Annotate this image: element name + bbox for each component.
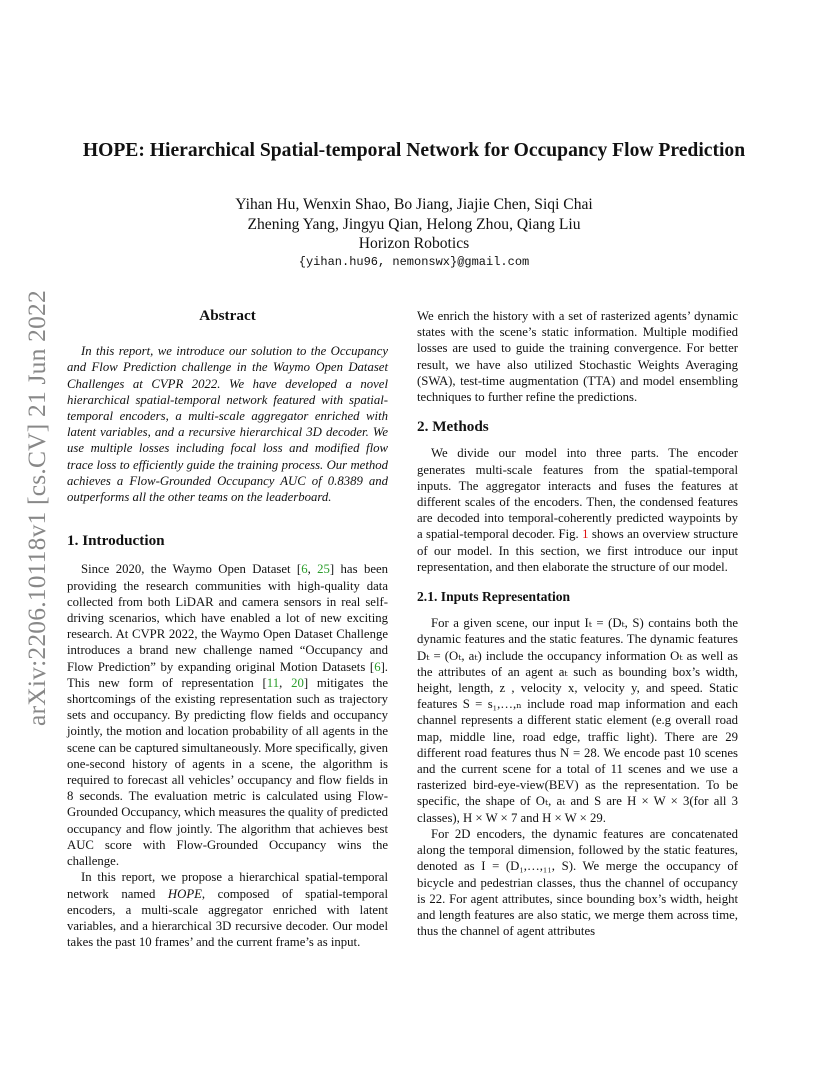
inputs-paragraph-2: For 2D encoders, the dynamic features are concatenated along the temporal dimension, followed by the static features, denoted as I = (D₁,…,₁₁, S). We merge the occupancy of bicycle and pedestrian classes, thus the channel of occupancy is 22. For agent attributes, since bounding box’s width, height and length features are also static, we merge them across time, thus the channel of agent attributes <box>417 826 738 939</box>
inputs-representation-heading: 2.1. Inputs Representation <box>417 589 571 605</box>
methods-p1-text-a: We divide our model into three parts. The encoder generates multi-scale features from the spatial-temporal inputs. The aggregator interacts and fuses the features at different scales of the encoders. Then, the condensed features are decoded into temporal-coherently predicted waypoints by a spatial-temporal decoder. Fig. <box>417 446 738 542</box>
intro-p1-text-b: ] has been providing the research communities with high-quality data collected from both LiDAR and camera sensors in real self-driving scenarios, which have enabled a lot of new exciting research. At CVPR 2022, the Waymo Open Dataset Challenge introduces a brand new challenge named “Occupancy and Flow Prediction” by expanding original Motion Datasets [ <box>67 562 389 674</box>
introduction-heading: 1. Introduction <box>67 532 165 550</box>
citation-link[interactable]: 11 <box>266 675 280 690</box>
intro-p1-text-a: Since 2020, the Waymo Open Dataset [ <box>81 562 302 577</box>
methods-p1-text-b: shows an overview structure of our model. In this section, we first introduce our input representation, and then elaborate the structure of our model. <box>417 527 738 574</box>
left-column <box>67 308 388 950</box>
figure-reference-link[interactable]: 1 <box>582 527 589 542</box>
abstract-text: In this report, we introduce our solution to the Occupancy and Flow Prediction challenge in the Waymo Open Dataset Challenges at CVPR 2022. We have developed a novel hierarchical spatial-temporal network featured with spatial-temporal encoders, a multi-scale aggregator enriched with latent variables, and a recursive hierarchical 3D decoder. We use multiple losses including focal loss and modified flow trace loss to efficiently guide the training process. Our method achieves a Flow-Grounded Occupancy AUC of 0.8389 and outperforms all the other teams on the leaderboard. <box>67 344 388 505</box>
arxiv-id-text: arXiv:2206.10118v1 [cs.CV] 21 Jun 2022 <box>22 290 51 726</box>
inputs-paragraph-1: For a given scene, our input Iₜ = (Dₜ, S) contains both the dynamic features and the static features. The dynamic features Dₜ = (Oₜ, aₜ) include the occupancy information Oₜ as well as the attributes of an agent aₜ such as bounding box’s width, height, length, z , velocity x, velocity y, and speed. Static features S = s₁,…,ₙ include road map information and each channel represents a different static element (e.g overall road map, middle line, road edge, traffic light). There are 29 different road features thus N = 28. We encode past 10 scenes and the current scene for a total of 11 scenes and we use a rasterized bird-eye-view(BEV) as the representation. To be specific, the shape of Oₜ, aₜ and S are H × W × 3(for all 3 classes), H × W × 7 and H × W × 29. <box>417 616 738 825</box>
intro-paragraph-2 <box>67 869 388 950</box>
intro-p2-text-a: In this report, we propose a hierarchical spatial-temporal network named <box>67 870 388 901</box>
intro-paragraph-1: Since 2020, the Waymo Open Dataset [6, 25] has been providing the research communities with high-quality data collected from both LiDAR and camera sensors in real self-driving scenarios, which have enabled a lot of new exciting research. At CVPR 2022, the Waymo Open Dataset Challenge introduces a brand new challenge named “Occupancy and Flow Prediction” by expanding original Motion Datasets [6]. This new form of representation [11, 20] mitigates the shortcomings of the existing representation such as trajectory sets and occupancy. By predicting flow fields and occupancy jointly, the motion and location probability of all agents in the scene can be captured simultaneously. More specifically, given one-second history of agents in a scene, the algorithm is required to forecast all vehicles’ occupancy and flow fields in 8 seconds. The evaluation metric is calculated using Flow-Grounded Occupancy, which measures the quality of predicted occupancy and flow jointly. The algorithm that achieves best AUC score with Flow-Grounded Occupancy wins the challenge. <box>67 562 389 869</box>
citation-link[interactable]: 20 <box>291 675 304 690</box>
intro-p2-text-b: , composed of spatial-temporal encoders, a multi-scale aggregator enriched with latent variables, and a hierarchical 3D recursive decoder. Our model takes the past 10 frames’ and the current frame’s as input. <box>67 886 388 950</box>
affiliation: Horizon Robotics <box>358 235 470 252</box>
intro-p1-text-d: ] mitigates the shortcomings of the existing representation such as trajectory sets and occupancy. By predicting flow fields and occupancy jointly, the motion and location probability of all agents in the scene can be captured simultaneously. More specifically, given one-second history of agents in a scene, the algorithm is required to forecast all vehicles’ occupancy and flow fields in 8 seconds. The evaluation metric is calculated using Flow-Grounded Occupancy, which measures the quality of predicted occupancy and flow jointly. The algorithm that achieves best AUC score with Flow-Grounded Occupancy wins the challenge. <box>67 675 388 869</box>
author-line-2: Zhening Yang, Jingyu Qian, Helong Zhou, Qiang Liu <box>247 215 581 233</box>
author-line-1: Yihan Hu, Wenxin Shao, Bo Jiang, Jiajie Chen, Siqi Chai <box>235 196 593 213</box>
citation-link[interactable]: 25 <box>317 562 330 577</box>
abstract-heading: Abstract <box>199 307 256 324</box>
intro-p1-text-c: ]. This new form of representation [ <box>67 659 388 690</box>
intro-continuation: We enrich the history with a set of rasterized agents’ dynamic states with the scene’s static information. Multiple modified losses are used to guide the training convergence. For better result, we have also utilized Stochastic Weights Averaging (SWA), test-time augmentation (TTA) and model ensembling techniques to further refine the predictions. <box>417 309 738 405</box>
author-block <box>100 195 728 254</box>
right-column <box>417 308 738 939</box>
arxiv-identifier-stamp <box>22 288 52 728</box>
author-email: {yihan.hu96, nemonswx}@gmail.com <box>298 255 530 269</box>
citation-link[interactable]: 6 <box>374 659 381 674</box>
citation-link[interactable]: 6 <box>301 562 308 577</box>
paper-title: HOPE: Hierarchical Spatial-temporal Network for Occupancy Flow Prediction <box>82 140 746 161</box>
methods-heading: 2. Methods <box>417 418 489 436</box>
methods-paragraph-1 <box>417 445 738 575</box>
model-name-hope: HOPE <box>167 886 202 901</box>
